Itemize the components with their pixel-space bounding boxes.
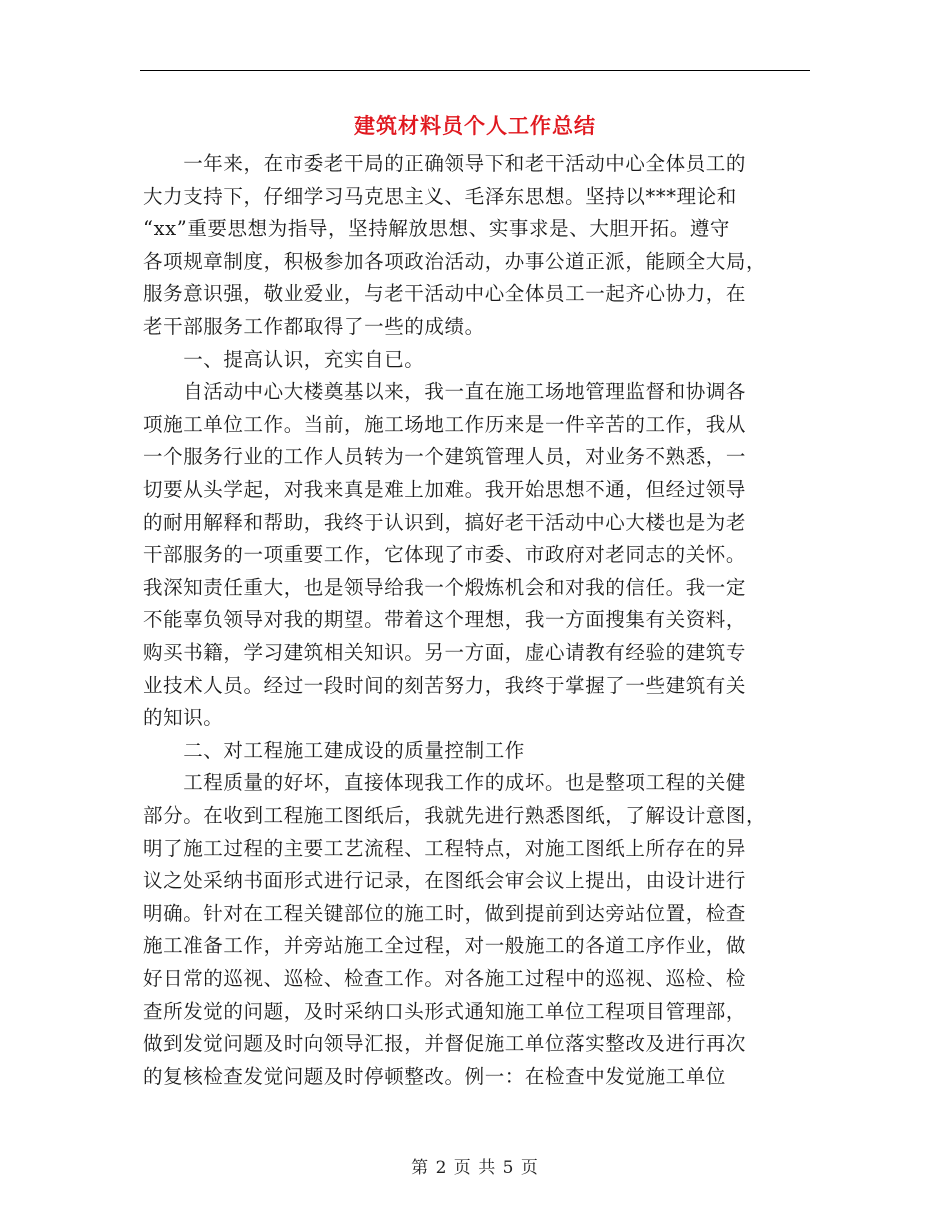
document-title: 建筑材料员个人工作总结 (354, 114, 596, 138)
paragraph-line: 的知识。 (143, 706, 224, 730)
header-rule (140, 70, 810, 71)
paragraph-line: 施工准备工作，并旁站施工全过程，对一般施工的各道工序作业，做 (143, 934, 747, 958)
paragraph-line: 的复核检查发觉问题及时停顿整改。例一：在检查中发觉施工单位 (143, 1064, 726, 1088)
paragraph-line: 自活动中心大楼奠基以来，我一直在施工场地管理监督和协调各 (143, 380, 747, 404)
paragraph-line: 一、提高认识，充实自已。 (143, 347, 425, 371)
paragraph-line: 项施工单位工作。当前，施工场地工作历来是一件辛苦的工作，我从 (143, 412, 747, 436)
paragraph-line: 老干部服务工作都取得了一些的成绩。 (143, 315, 485, 338)
paragraph-line: 业技术人员。经过一段时间的刻苦努力，我终于掌握了一些建筑有关 (143, 673, 747, 697)
paragraph-line: 大力支持下，仔细学习马克思主义、毛泽东思想。坚持以***理论和 (143, 184, 737, 208)
paragraph-line: 议之处采纳书面形式进行记录，在图纸会审会议上提出，由设计进行 (143, 869, 747, 893)
paragraph-line: 好日常的巡视、巡检、检查工作。对各施工过程中的巡视、巡检、检 (143, 967, 747, 990)
paragraph-line: 做到发觉问题及时向领导汇报，并督促施工单位落实整改及进行再次 (143, 1032, 747, 1056)
paragraph-line: 工程质量的好坏，直接体现我工作的成坏。也是整项工程的关健 (143, 771, 747, 795)
paragraph-line: 各项规章制度，积极参加各项政治活动，办事公道正派，能顾全大局， (143, 249, 767, 273)
paragraph-line: 明确。针对在工程关键部位的施工时，做到提前到达旁站位置，检查 (143, 901, 747, 925)
paragraph-line: 服务意识强，敬业爱业，与老干活动中心全体员工一起齐心协力，在 (143, 282, 747, 306)
paragraph-line: 部分。在收到工程施工图纸后，我就先进行熟悉图纸，了解设计意图， (143, 804, 767, 827)
paragraph-line: 的耐用解释和帮助，我终于认识到，搞好老干活动中心大楼也是为老 (143, 510, 747, 534)
paragraph-line: 一年来，在市委老干局的正确领导下和老干活动中心全体员工的 (143, 152, 747, 175)
paragraph-line: 查所发觉的问题，及时采纳口头形式通知施工单位工程项目管理部， (143, 999, 747, 1023)
paragraph-line: 不能辜负领导对我的期望。带着这个理想，我一方面搜集有关资料， (143, 608, 747, 632)
paragraph-line: 切要从头学起，对我来真是难上加难。我开始思想不通，但经过领导 (143, 478, 747, 501)
paragraph-line: 一个服务行业的工作人员转为一个建筑管理人员，对业务不熟悉，一 (143, 445, 747, 469)
paragraph-line: 购买书籍，学习建筑相关知识。另一方面，虚心请教有经验的建筑专 (143, 641, 747, 664)
page-footer: 第 2 页 共 5 页 (411, 1158, 539, 1178)
paragraph-line: 明了施工过程的主要工艺流程、工程特点，对施工图纸上所存在的异 (143, 836, 747, 860)
paragraph-line: 干部服务的一项重要工作，它体现了市委、市政府对老同志的关怀。 (143, 543, 747, 567)
paragraph-line: 二、对工程施工建成设的质量控制工作 (143, 738, 525, 762)
paragraph-line: 我深知责任重大，也是领导给我一个煅炼机会和对我的信任。我一定 (143, 575, 747, 599)
paragraph-line: “xx”重要思想为指导，坚持解放思想、实事求是、大胆开拓。遵守 (143, 217, 731, 241)
